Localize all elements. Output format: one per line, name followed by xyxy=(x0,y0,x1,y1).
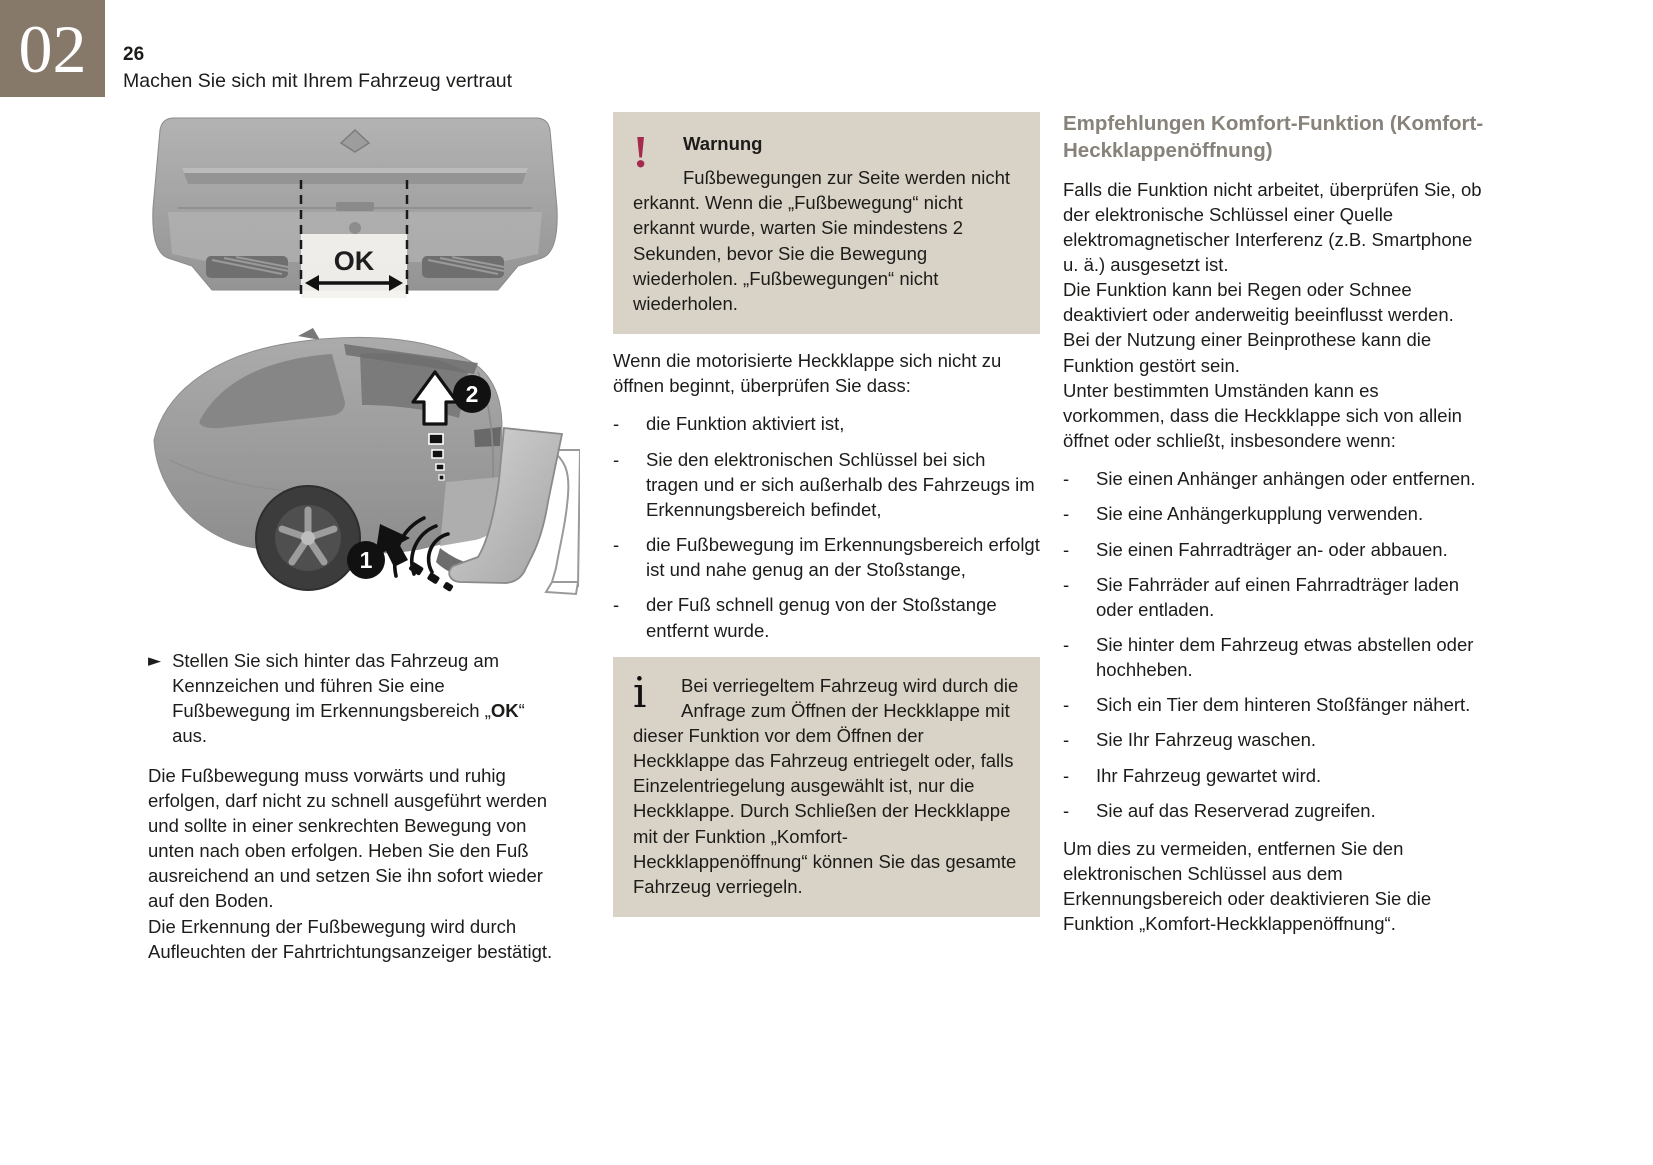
right-paragraph-4: Unter bestimmten Umständen kann es vorkommen, dass die Heckklappe sich von allein öffnet oder schließt, insbesondere wenn: xyxy=(1063,379,1462,452)
list-item: - Sich ein Tier dem hinteren Stoßfänger nähert. xyxy=(1063,692,1485,717)
dash-marker: - xyxy=(613,594,620,616)
info-body: Bei verriegeltem Fahrzeug wird durch die Anfrage zum Öffnen der Heckklappe mit dieser Funktion vor dem Öffnen der Heckklappe das Fahrzeug entriegelt oder, falls Einzelentriegelung ausgewählt ist, nur die Heckklappe. Durch Schließen der Heckklappe mit der Funktion „Komfort-Heckklappenöffnung“ können Sie das gesamte Fahrzeug verriegeln. xyxy=(633,674,1019,897)
dash-marker: - xyxy=(1063,729,1070,751)
dash-marker: - xyxy=(613,413,620,435)
dash-marker: - xyxy=(1063,634,1070,655)
badge-2 xyxy=(453,375,491,413)
list-item: - Sie einen Anhänger anhängen oder entfernen. xyxy=(1063,466,1485,491)
section-heading: Empfehlungen Komfort-Funktion (Komfort-Heckklappenöffnung) xyxy=(1063,112,1484,163)
middle-checklist xyxy=(613,411,1040,642)
list-item: - Sie Fahrräder auf einen Fahrradträger laden oder entladen. xyxy=(1063,572,1485,622)
column-right xyxy=(1063,110,1485,937)
list-item: - Sie Ihr Fahrzeug waschen. xyxy=(1063,727,1485,752)
page-title: Machen Sie sich mit Ihrem Fahrzeug vertraut xyxy=(123,70,513,92)
dash-marker: - xyxy=(1063,799,1070,821)
page-number: 26 xyxy=(123,44,145,65)
step-ok-bold: OK xyxy=(490,700,519,722)
list-item: - Ihr Fahrzeug gewartet wird. xyxy=(1063,763,1485,788)
list-item: - Sie einen Fahrradträger an- oder abbauen. xyxy=(1063,537,1485,562)
step-arrow-icon: ► xyxy=(148,651,162,671)
right-paragraph-3: Bei der Nutzung einer Beinprothese kann die Funktion gestört sein. xyxy=(1063,329,1432,376)
list-item: - Sie den elektronischen Schlüssel bei sich tragen und er sich außerhalb des Fahrzeugs im Erkennungsbereich befindet, xyxy=(613,447,1040,522)
badge-1-number: 1 xyxy=(359,547,373,573)
ok-zone-label: OK xyxy=(333,246,375,276)
step-instruction xyxy=(148,648,562,749)
foot-gesture-figure xyxy=(148,310,580,602)
list-item: - die Funktion aktiviert ist, xyxy=(613,411,1040,436)
warning-icon: ! xyxy=(633,126,649,177)
dash-marker: - xyxy=(613,448,620,470)
dash-marker: - xyxy=(1063,694,1070,716)
list-item: - die Fußbewegung im Erkennungsbereich erfolgt ist und nahe genug an der Stoßstange, xyxy=(613,532,1040,582)
right-paragraph-1: Falls die Funktion nicht arbeitet, überprüfen Sie, ob der elektronische Schlüssel einer Quelle elektromagnetischer Interferenz (z.B. Smartphone u. ä.) ausgesetzt ist. xyxy=(1063,178,1482,275)
car-side-body xyxy=(154,328,502,590)
right-paragraph-2: Die Funktion kann bei Regen oder Schnee deaktiviert oder anderweitig beeinflusst werden. xyxy=(1063,279,1454,326)
middle-intro: Wenn die motorisierte Heckklappe sich nicht zu öffnen beginnt, überprüfen Sie dass: xyxy=(613,350,1002,397)
list-item: - Sie eine Anhängerkupplung verwenden. xyxy=(1063,501,1485,526)
column-left xyxy=(148,110,562,964)
step-text: Stellen Sie sich hinter das Fahrzeug am Kennzeichen und führen Sie eine Fußbewegung im Erkennungsbereich „OK“ aus. xyxy=(172,650,525,747)
column-middle xyxy=(613,112,1040,917)
dash-marker: - xyxy=(613,534,620,556)
list-item: - Sie hinter dem Fahrzeug etwas abstellen oder hochheben. xyxy=(1063,632,1485,682)
chapter-tab xyxy=(0,0,105,97)
dash-marker: - xyxy=(1063,538,1070,560)
dash-marker: - xyxy=(1063,764,1070,786)
badge-1 xyxy=(347,541,385,579)
dash-marker: - xyxy=(1063,468,1070,490)
left-paragraph-2: Die Erkennung der Fußbewegung wird durch Aufleuchten der Fahrtrichtungsanzeiger bestätigt. xyxy=(148,915,553,962)
dash-marker: - xyxy=(1063,503,1070,525)
info-icon: i xyxy=(633,667,647,717)
rear-view-figure xyxy=(148,110,562,302)
right-closing-paragraph: Um dies zu vermeiden, entfernen Sie den elektronischen Schlüssel aus dem Erkennungsbereich oder deaktivieren Sie die Funktion „Komfort-Heckklappenöffnung“. xyxy=(1063,837,1432,935)
left-paragraph-1: Die Fußbewegung muss vorwärts und ruhig erfolgen, darf nicht zu schnell ausgeführt werden und sollte in einer senkrechten Bewegung von unten nach oben erfolgen. Heben Sie den Fuß ausreichend an und setzen Sie ihn sofort wieder auf den Boden. xyxy=(148,764,548,912)
warning-title: Warnung xyxy=(683,133,763,154)
warning-box xyxy=(613,112,1040,334)
dash-marker: - xyxy=(1063,573,1070,595)
page-header xyxy=(123,44,512,93)
list-item: - Sie auf das Reserverad zugreifen. xyxy=(1063,798,1485,823)
warning-body: Fußbewegungen zur Seite werden nicht erkannt. Wenn die „Fußbewegung“ nicht erkannt wurde, warten Sie mindestens 2 Sekunden, bevor Sie die Bewegung wiederholen. „Fußbewegungen“ nicht wiederholen. xyxy=(633,167,1011,314)
badge-2-number: 2 xyxy=(465,381,479,407)
info-box xyxy=(613,657,1040,917)
chapter-number: 02 xyxy=(18,10,87,87)
right-conditions-list xyxy=(1063,466,1485,823)
list-item: - der Fuß schnell genug von der Stoßstange entfernt wurde. xyxy=(613,592,1040,642)
